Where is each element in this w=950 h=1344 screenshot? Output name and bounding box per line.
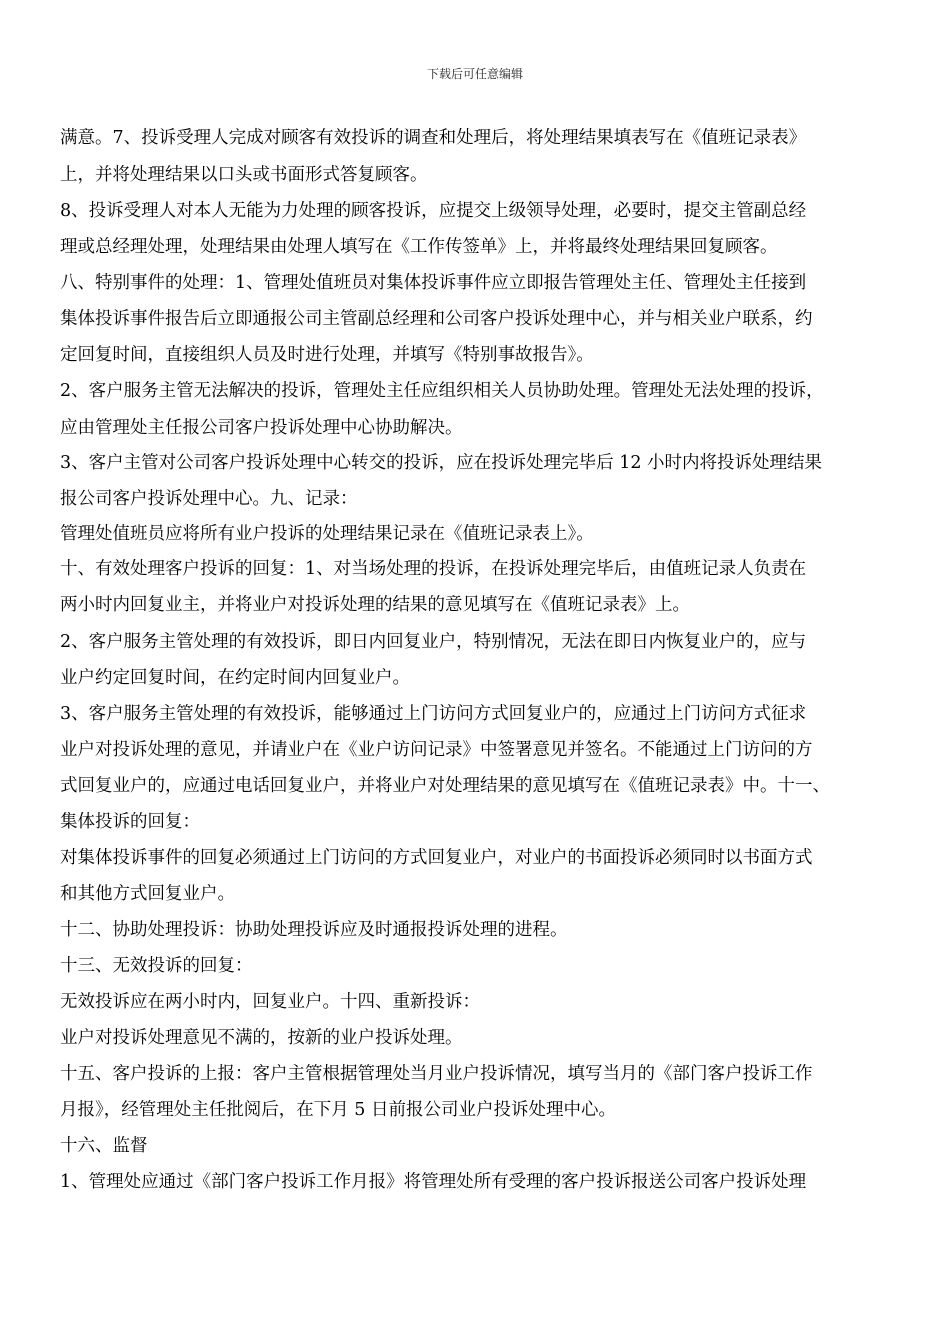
paragraph-line: 集体投诉的回复： [60,812,200,832]
paragraph-line: 两小时内回复业主，并将业户对投诉处理的结果的意见填写在《值班记录表》上。 [60,595,690,615]
paragraph-line: 1、管理处应通过《部门客户投诉工作月报》将管理处所有受理的客户投诉报送公司客户投诉处理 [60,1172,807,1192]
paragraph-line: 十五、客户投诉的上报：客户主管根据管理处当月业户投诉情况，填写当月的《部门客户投诉工作 [60,1064,813,1084]
paragraph-line: 满意。7、投诉受理人完成对顾客有效投诉的调查和处理后，将处理结果填表写在《值班记录表》 [60,128,807,148]
paragraph-line: 3、客户服务主管处理的有效投诉，能够通过上门访问方式回复业户的，应通过上门访问方式征求 [60,704,807,724]
paragraph-line: 十二、协助处理投诉：协助处理投诉应及时通报投诉处理的进程。 [60,920,568,940]
paragraph-line: 上，并将处理结果以口头或书面形式答复顾客。 [60,165,428,185]
paragraph-line: 业户对投诉处理的意见，并请业户在《业户访问记录》中签署意见并签名。不能通过上门访问的方 [60,740,813,760]
paragraph-line: 式回复业户的，应通过电话回复业户，并将业户对处理结果的意见填写在《值班记录表》中。十一、 [60,776,830,796]
paragraph-line: 报公司客户投诉处理中心。九、记录： [60,489,358,509]
paragraph-line: 月报》，经管理处主任批阅后，在下月 5 日前报公司业户投诉处理中心。 [60,1100,617,1120]
paragraph-line: 业户约定回复时间，在约定时间内回复业户。 [60,668,410,688]
paragraph-line: 十六、监督 [60,1136,148,1156]
paragraph-line: 八、特别事件的处理：1、管理处值班员对集体投诉事件应立即报告管理处主任、管理处主任接到 [60,273,807,293]
paragraph-line: 管理处值班员应将所有业户投诉的处理结果记录在《值班记录表上》。 [60,524,594,544]
paragraph-line: 业户对投诉处理意见不满的，按新的业户投诉处理。 [60,1028,463,1048]
paragraph-line: 十、有效处理客户投诉的回复：1、对当场处理的投诉，在投诉处理完毕后，由值班记录人负责在 [60,559,807,579]
paragraph-line: 理或总经理处理，处理结果由处理人填写在《工作传签单》上，并将最终处理结果回复顾客。 [60,237,778,257]
paragraph-line: 定回复时间，直接组织人员及时进行处理，并填写《特别事故报告》。 [60,345,594,365]
paragraph-line: 3、客户主管对公司客户投诉处理中心转交的投诉，应在投诉处理完毕后 12 小时内将投诉处理结果 [60,453,823,473]
paragraph-line: 十三、无效投诉的回复： [60,956,253,976]
paragraph-line: 集体投诉事件报告后立即通报公司主管副总经理和公司客户投诉处理中心，并与相关业户联系，约 [60,309,813,329]
page-header-note: 下载后可任意编辑 [426,67,523,81]
paragraph-line: 应由管理处主任报公司客户投诉处理中心协助解决。 [60,418,463,438]
paragraph-line: 8、投诉受理人对本人无能为力处理的顾客投诉，应提交上级领导处理，必要时，提交主管副总经 [60,201,807,221]
paragraph-line: 2、客户服务主管处理的有效投诉，即日内回复业户，特别情况，无法在即日内恢复业户的，应与 [60,632,807,652]
paragraph-line: 无效投诉应在两小时内，回复业户。十四、重新投诉： [60,992,480,1012]
paragraph-line: 2、客户服务主管无法解决的投诉，管理处主任应组织相关人员协助处理。管理处无法处理的投诉， [60,381,824,401]
paragraph-line: 和其他方式回复业户。 [60,884,235,904]
paragraph-line: 对集体投诉事件的回复必须通过上门访问的方式回复业户，对业户的书面投诉必须同时以书面方式 [60,848,813,868]
